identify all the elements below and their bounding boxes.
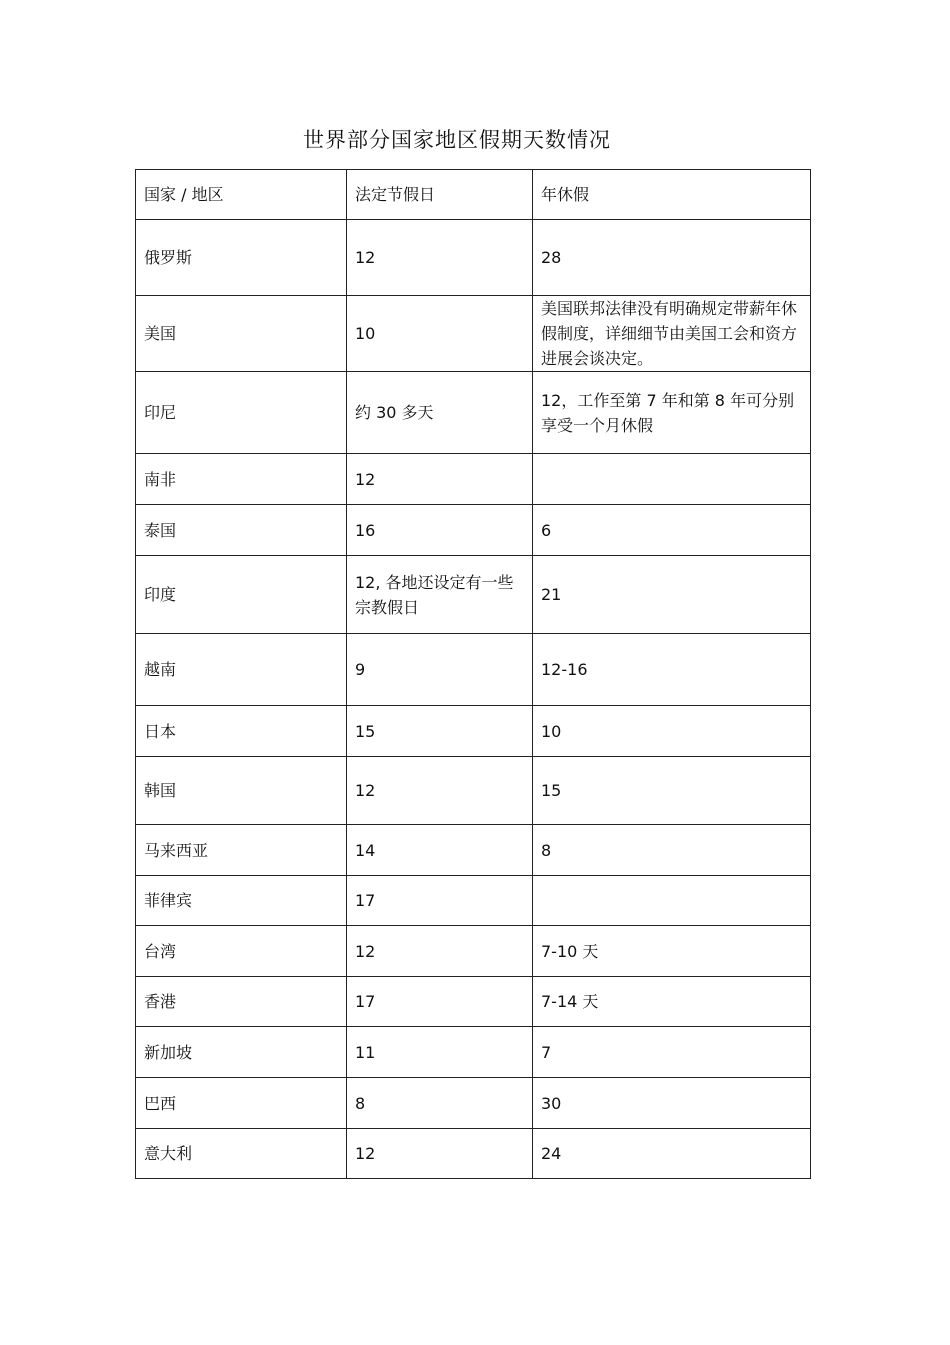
region-cell: 马来西亚 <box>136 825 347 876</box>
table-row <box>136 634 811 706</box>
region-cell: 俄罗斯 <box>136 220 347 296</box>
public-holidays-cell: 12 <box>347 926 533 977</box>
annual-leave-cell: 7-14 天 <box>533 977 811 1027</box>
annual-leave-cell <box>533 454 811 505</box>
public-holidays-cell: 12 <box>347 1129 533 1179</box>
table-row <box>136 876 811 926</box>
public-holidays-cell: 10 <box>347 296 533 372</box>
public-holidays-cell: 9 <box>347 634 533 706</box>
public-holidays-cell: 17 <box>347 977 533 1027</box>
annual-leave-cell <box>533 876 811 926</box>
table-row <box>136 706 811 757</box>
region-cell: 台湾 <box>136 926 347 977</box>
table-row <box>136 977 811 1027</box>
table-row <box>136 1129 811 1179</box>
table-row <box>136 220 811 296</box>
annual-leave-cell: 21 <box>533 556 811 634</box>
public-holidays-cell: 11 <box>347 1027 533 1078</box>
region-cell: 巴西 <box>136 1078 347 1129</box>
public-holidays-cell: 12 <box>347 220 533 296</box>
region-cell: 意大利 <box>136 1129 347 1179</box>
public-holidays-cell: 14 <box>347 825 533 876</box>
annual-leave-cell: 7-10 天 <box>533 926 811 977</box>
annual-leave-cell: 6 <box>533 505 811 556</box>
annual-leave-cell: 8 <box>533 825 811 876</box>
region-cell: 印尼 <box>136 372 347 454</box>
table-row <box>136 825 811 876</box>
region-cell: 菲律宾 <box>136 876 347 926</box>
annual-leave-cell: 28 <box>533 220 811 296</box>
table-row <box>136 926 811 977</box>
annual-leave-cell: 10 <box>533 706 811 757</box>
region-cell: 日本 <box>136 706 347 757</box>
public-holidays-cell: 8 <box>347 1078 533 1129</box>
table-header-row <box>136 170 811 220</box>
region-cell: 韩国 <box>136 757 347 825</box>
annual-leave-cell: 美国联邦法律没有明确规定带薪年休假制度，详细细节由美国工会和资方进展会谈决定。 <box>533 296 811 372</box>
annual-leave-cell: 12-16 <box>533 634 811 706</box>
region-cell: 印度 <box>136 556 347 634</box>
public-holidays-cell: 16 <box>347 505 533 556</box>
table-row <box>136 296 811 372</box>
region-cell: 泰国 <box>136 505 347 556</box>
public-holidays-cell: 12, 各地还设定有一些宗教假日 <box>347 556 533 634</box>
annual-leave-cell: 24 <box>533 1129 811 1179</box>
public-holidays-cell: 12 <box>347 757 533 825</box>
region-cell: 香港 <box>136 977 347 1027</box>
table-row <box>136 372 811 454</box>
annual-leave-cell: 15 <box>533 757 811 825</box>
annual-leave-cell: 12，工作至第 7 年和第 8 年可分别享受一个月休假 <box>533 372 811 454</box>
header-cell-public-holidays: 法定节假日 <box>347 170 533 220</box>
header-cell-annual-leave: 年休假 <box>533 170 811 220</box>
annual-leave-cell: 30 <box>533 1078 811 1129</box>
public-holidays-cell: 17 <box>347 876 533 926</box>
table-row <box>136 454 811 505</box>
header-cell-region: 国家 / 地区 <box>136 170 347 220</box>
region-cell: 美国 <box>136 296 347 372</box>
region-cell: 南非 <box>136 454 347 505</box>
region-cell: 新加坡 <box>136 1027 347 1078</box>
public-holidays-cell: 约 30 多天 <box>347 372 533 454</box>
table-row <box>136 505 811 556</box>
table-row <box>136 556 811 634</box>
table-row <box>136 757 811 825</box>
region-cell: 越南 <box>136 634 347 706</box>
document-title: 世界部分国家地区假期天数情况 <box>303 128 611 152</box>
annual-leave-cell: 7 <box>533 1027 811 1078</box>
public-holidays-cell: 12 <box>347 454 533 505</box>
table-row <box>136 1027 811 1078</box>
table-row <box>136 1078 811 1129</box>
public-holidays-cell: 15 <box>347 706 533 757</box>
holiday-table <box>135 169 811 1179</box>
